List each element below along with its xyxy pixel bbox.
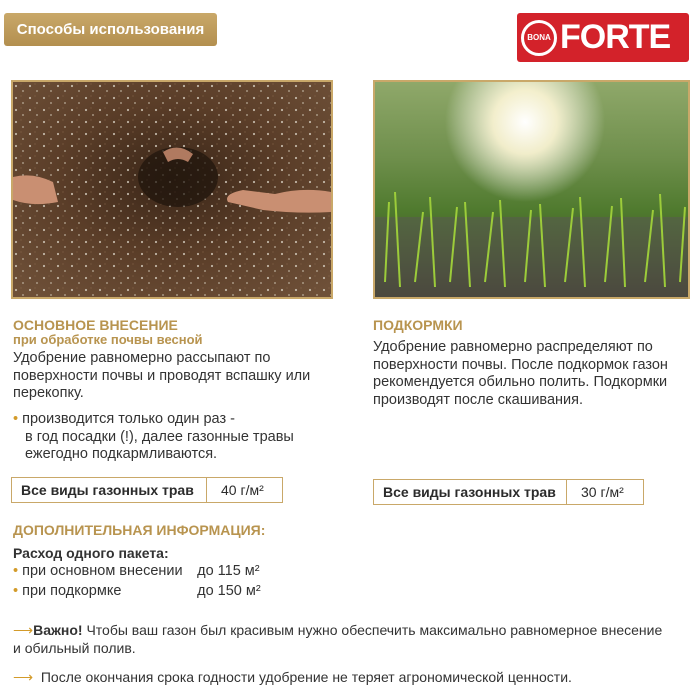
bullet-dot-icon: • [13,582,23,599]
consumption-list [13,563,313,600]
left-text [13,350,343,403]
consumption-value: до 150 м² [197,582,261,599]
left-text-line: Удобрение равномерно рассыпают по [13,350,271,366]
consumption-label: при основном внесении [22,563,183,579]
right-text-line: производят после скашивания. [373,391,584,408]
right-heading: ПОДКОРМКИ [373,317,463,333]
note2-text: После окончания срока годности удобрение не теряет агрономической ценности. [40,669,572,685]
bullet-dot-icon: • [13,563,23,579]
right-text [373,339,693,409]
bona-badge: BONA [521,20,557,56]
arrow-right-icon: ⟶ [13,669,41,685]
consumption-label: при подкормке [22,582,122,599]
left-bullet-line: ежегодно подкармливаются. [25,446,218,462]
left-dose-table [11,477,283,503]
right-text-line: поверхности почвы. После подкормок газон [373,356,668,373]
note-bold: Важно! [33,622,83,638]
lawn-photo [373,80,690,299]
note-text: Чтобы ваш газон был красивым нужно обеспечить максимально равномерное внесение [82,622,663,638]
right-text-line: Удобрение равномерно распределяют по [373,339,653,355]
consumption-value: до 115 м² [197,563,260,579]
brand-name: FORTE [560,18,671,56]
section-title-tag [4,13,217,46]
left-text-line: поверхности почвы и проводят вспашку или [13,367,311,384]
dose-label: Все виды газонных трав [12,478,207,502]
note-text-cont: и обильный полив. [13,639,136,656]
left-bullet-line: в год посадки (!), далее газонные травы [25,428,294,445]
list-item [13,563,313,581]
shelf-life-note [13,669,697,687]
left-heading: ОСНОВНОЕ ВНЕСЕНИЕ [13,317,178,333]
left-bullet-line: производится только один раз - [22,411,235,427]
bullet-dot-icon: • [13,411,23,427]
dose-label: Все виды газонных трав [374,480,567,504]
dose-value: 40 г/м² [221,482,264,498]
important-note [13,622,697,657]
right-text-line: рекомендуется обильно полить. Подкормки [373,374,668,390]
soil-photo [11,80,333,299]
info-heading: ДОПОЛНИТЕЛЬНАЯ ИНФОРМАЦИЯ: [13,522,266,538]
arrow-right-icon: ⟶ [13,622,34,638]
left-bullet [13,411,343,464]
list-item [13,583,313,601]
section-title: Способы использования [16,21,205,38]
consumption-title: Расход одного пакета: [13,545,169,561]
forte-logo [517,13,689,62]
dose-value: 30 г/м² [581,484,624,500]
left-subheading: при обработке почвы весной [13,332,203,347]
right-dose-table [373,479,644,505]
left-text-line: перекопку. [13,385,84,401]
